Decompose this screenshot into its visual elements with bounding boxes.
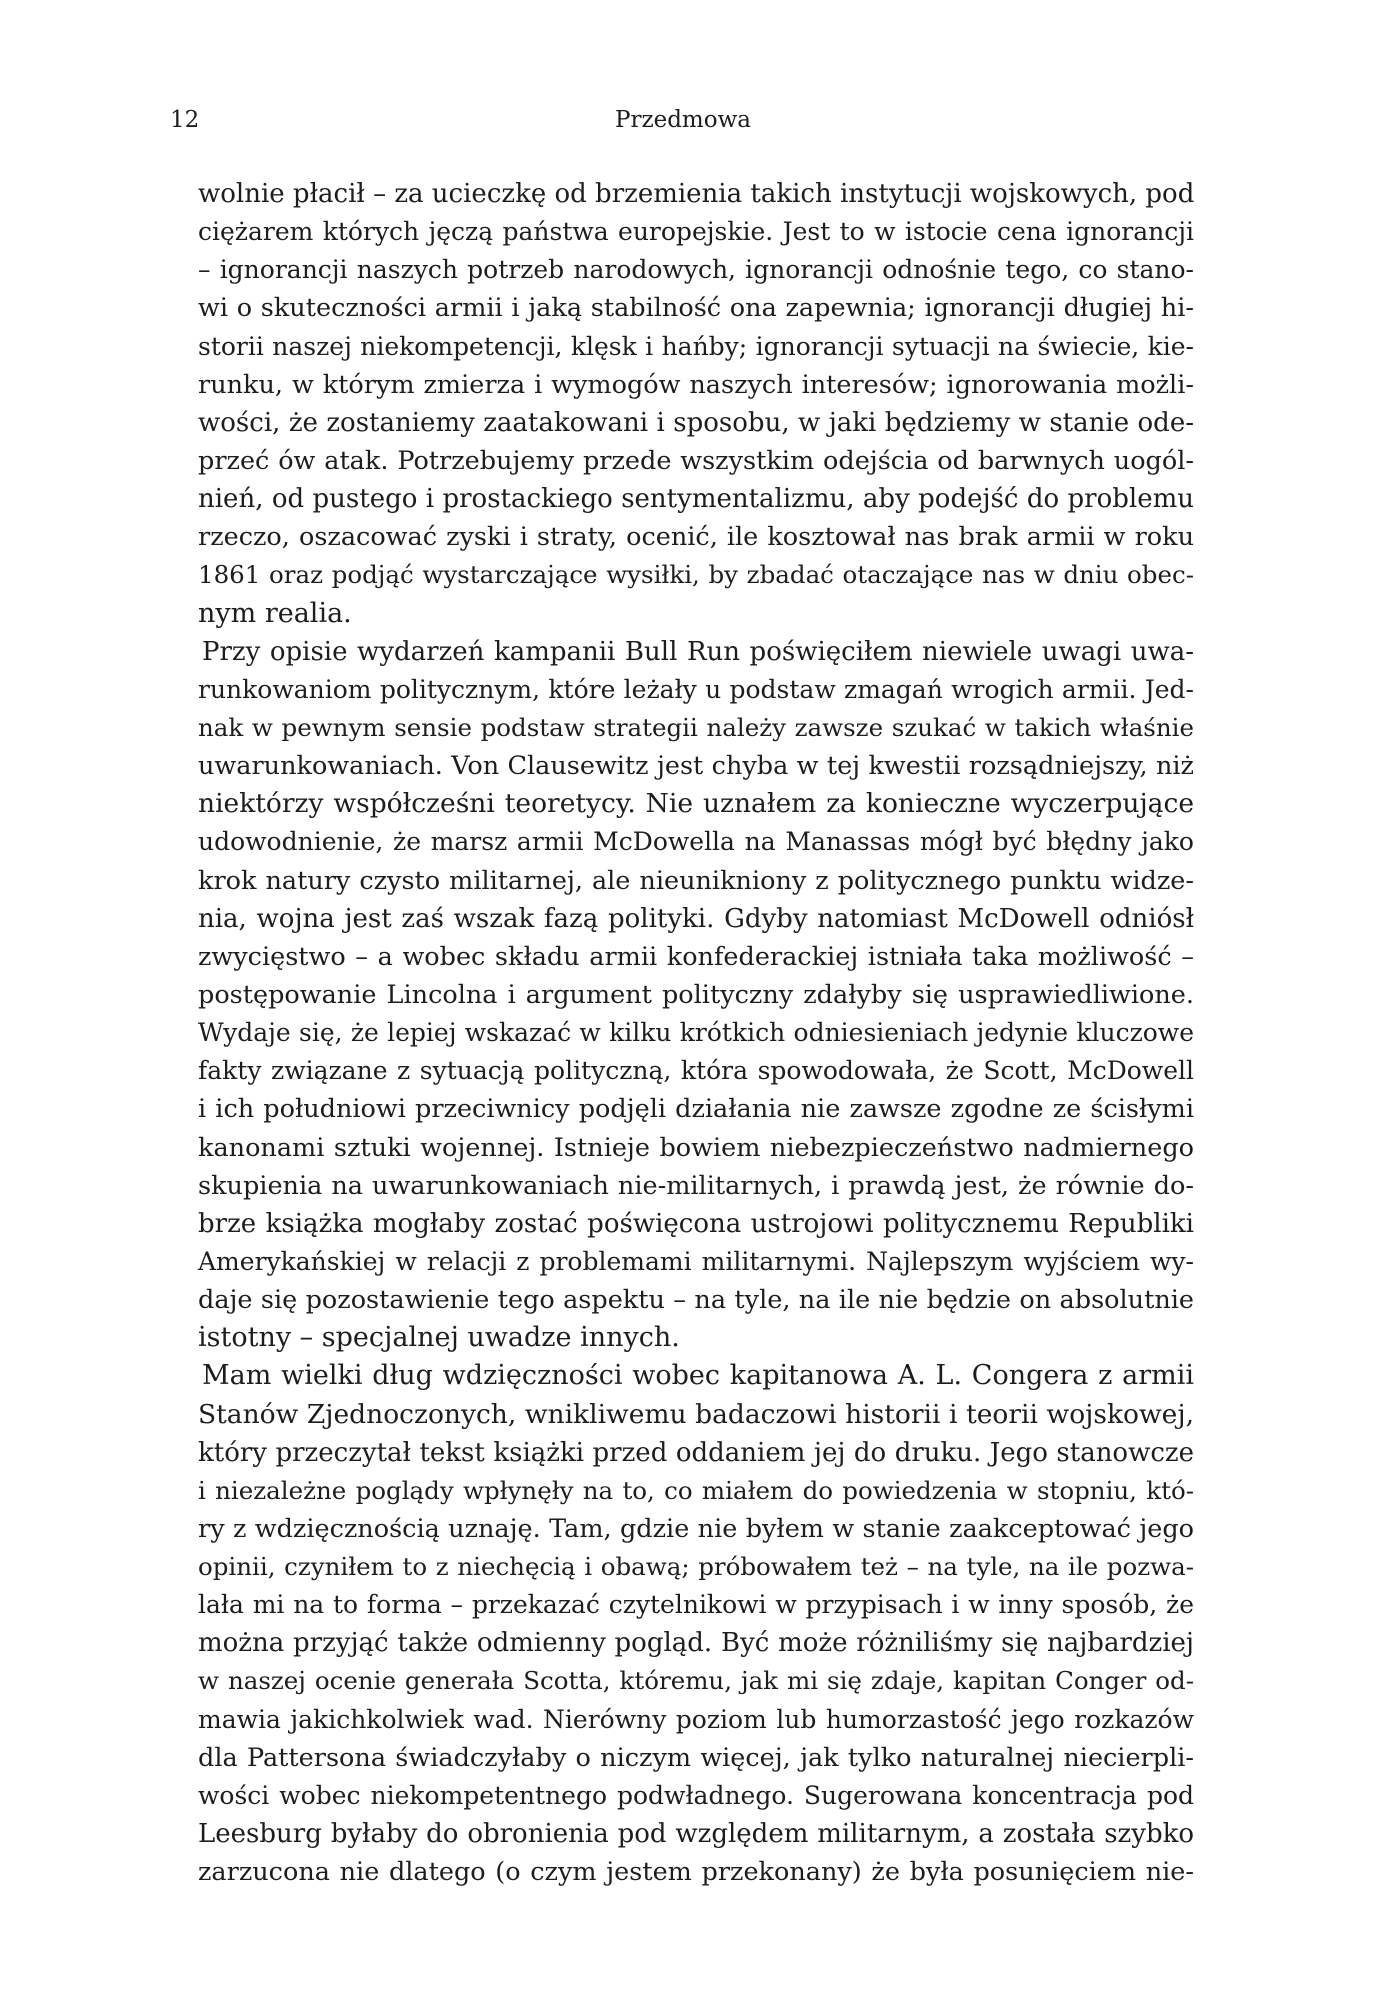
text-line: nak w pewnym sensie podstaw strategii należy zawsze szukać w takich właśnie (198, 712, 1194, 742)
page-number: 12 (170, 107, 200, 133)
text-line: nia, wojna jest zaś wszak fazą polityki. Gdyby natomiast McDowell odniósł (198, 903, 1194, 934)
text-line: – ignorancji naszych potrzeb narodowych, ignorancji odnośnie tego, co stano- (198, 255, 1194, 285)
paragraph (198, 175, 1194, 633)
text-line: daje się pozostawienie tego aspektu – na tyle, na ile nie będzie on absolutnie (198, 1285, 1194, 1316)
text-line: i ich południowi przeciwnicy podjęli działania nie zawsze zgodne ze ścisłymi (198, 1094, 1194, 1125)
text-line: Przy opisie wydarzeń kampanii Bull Run poświęciłem niewiele uwagi uwa- (202, 636, 1194, 667)
text-line: można przyjąć także odmienny pogląd. Być może różniliśmy się najbardziej (198, 1628, 1194, 1659)
text-line: i niezależne poglądy wpłynęły na to, co miałem do powiedzenia w stopniu, któ- (198, 1475, 1194, 1505)
text-line: storii naszej niekompetencji, klęsk i hańby; ignorancji sytuacji na świecie, kie- (198, 331, 1194, 361)
running-title: Przedmowa (615, 107, 751, 133)
text-line: uwarunkowaniach. Von Clausewitz jest chyba w tej kwestii rozsądniejszy, niż (198, 751, 1194, 782)
running-header (170, 100, 1196, 140)
text-line: zwycięstwo – a wobec składu armii konfederackiej istniała taka możliwość – (198, 941, 1194, 972)
text-line: postępowanie Lincolna i argument polityczny zdałyby się usprawiedliwione. (198, 979, 1194, 1010)
text-line: brze książka mogłaby zostać poświęcona ustrojowi politycznemu Republiki (198, 1208, 1194, 1239)
text-line: opinii, czyniłem to z niechęcią i obawą; próbowałem też – na tyle, na ile pozwa- (198, 1552, 1194, 1582)
text-line: Wydaje się, że lepiej wskazać w kilku krótkich odniesieniach jedynie kluczowe (198, 1018, 1194, 1048)
body-text (198, 175, 1194, 1891)
text-line: Mam wielki dług wdzięczności wobec kapitanowa A. L. Congera z armii (202, 1360, 1194, 1392)
text-line: Stanów Zjednoczonych, wnikliwemu badaczowi historii i teorii wojskowej, (198, 1398, 1194, 1430)
text-line: w naszej ocenie generała Scotta, któremu, jak mi się zdaje, kapitan Conger od- (198, 1666, 1194, 1696)
text-line: nym realia. (198, 597, 352, 629)
text-line: dla Pattersona świadczyłaby o niczym więcej, jak tylko naturalnej niecierpli- (198, 1742, 1194, 1773)
text-line: kanonami sztuki wojennej. Istnieje bowiem niebezpieczeństwo nadmiernego (198, 1132, 1194, 1163)
text-line: Leesburg byłaby do obronienia pod względem militarnym, a została szybko (198, 1819, 1194, 1850)
text-line: wi o skuteczności armii i jaką stabilność ona zapewnia; ignorancji długiej hi- (198, 293, 1194, 324)
text-line: wości, że zostaniemy zaatakowani i sposobu, w jaki będziemy w stanie ode- (198, 407, 1194, 438)
text-line: ry z wdzięcznością uznaję. Tam, gdzie nie byłem w stanie zaakceptować jego (198, 1513, 1194, 1544)
text-line: rzeczo, oszacować zyski i straty, ocenić, ile kosztował nas brak armii w roku (198, 522, 1194, 553)
text-line: udowodnienie, że marsz armii McDowella na Manassas mógł być błędny jako (198, 827, 1194, 857)
text-line: niektórzy współcześni teoretycy. Nie uznałem za konieczne wyczerpujące (198, 788, 1194, 820)
text-line: który przeczytał tekst książki przed oddaniem jej do druku. Jego stanowcze (198, 1437, 1194, 1468)
text-line: runkowaniom politycznym, które leżały u podstaw zmagań wrogich armii. Jed- (198, 674, 1194, 704)
text-line: wolnie płacił – za ucieczkę od brzemienia takich instytucji wojskowych, pod (198, 179, 1195, 209)
text-line: fakty związane z sytuacją polityczną, która spowodowała, że Scott, McDowell (198, 1056, 1194, 1086)
text-line: nień, od pustego i prostackiego sentymentalizmu, aby podejść do problemu (198, 484, 1194, 515)
text-line: lała mi na to forma – przekazać czytelnikowi w przypisach i w inny sposób, że (198, 1590, 1194, 1620)
paragraph (198, 633, 1194, 1358)
text-line: zarzucona nie dlatego (o czym jestem przekonany) że była posunięciem nie- (198, 1857, 1194, 1888)
text-line: wości wobec niekompetentnego podwładnego. Sugerowana koncentracja pod (198, 1780, 1194, 1810)
text-line: ciężarem których jęczą państwa europejskie. Jest to w istocie cena ignorancji (198, 217, 1194, 247)
text-line: mawia jakichkolwiek wad. Nierówny poziom lub humorzastość jego rozkazów (198, 1704, 1194, 1734)
text-line: przeć ów atak. Potrzebujemy przede wszystkim odejścia od barwnych uogól- (198, 445, 1194, 476)
text-line: istotny – specjalnej uwadze innych. (198, 1322, 680, 1354)
text-line: krok natury czysto militarnej, ale nieunikniony z politycznego punktu widze- (198, 865, 1194, 896)
paragraph (198, 1357, 1194, 1891)
text-line: 1861 oraz podjąć wystarczające wysiłki, by zbadać otaczające nas w dniu obec- (198, 560, 1194, 590)
text-line: Amerykańskiej w relacji z problemami militarnymi. Najlepszym wyjściem wy- (198, 1246, 1194, 1276)
text-line: runku, w którym zmierza i wymogów naszych interesów; ignorowania możli- (198, 369, 1194, 400)
text-line: skupienia na uwarunkowaniach nie-militarnych, i prawdą jest, że równie do- (198, 1170, 1194, 1201)
